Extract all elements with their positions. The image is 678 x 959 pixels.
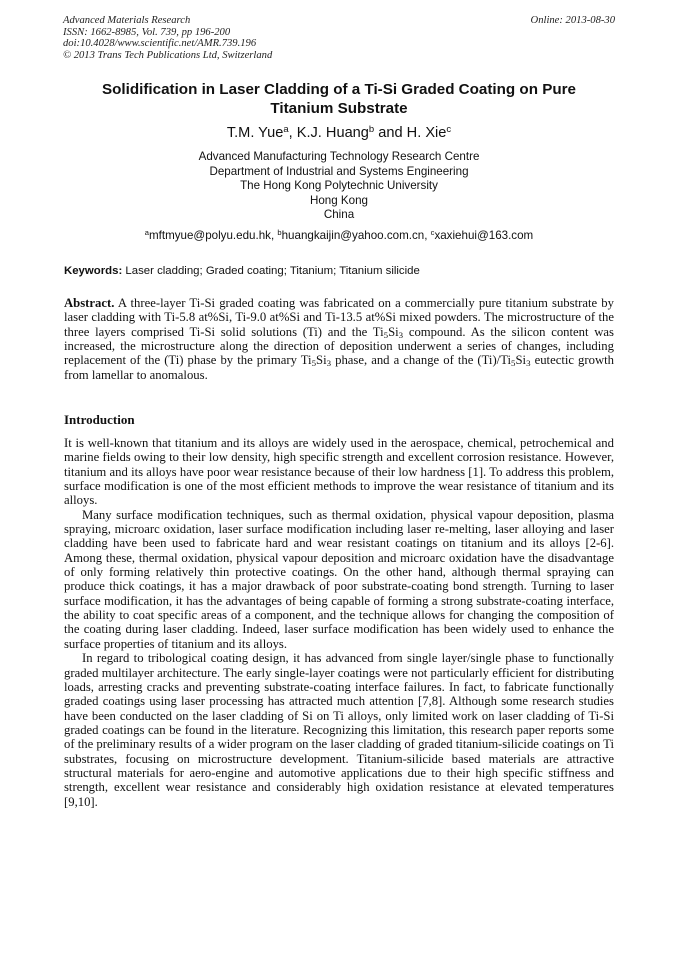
title-line-2: Titanium Substrate [270, 100, 408, 117]
abstract-text: compound. As the silicon content was increased, the microstructure along the direction of deposition underwent a series of changes, including replacement of the (Ti) phase by the primary [64, 324, 614, 368]
paper-title [64, 80, 614, 118]
author-mark: c [446, 123, 452, 135]
keywords [64, 264, 614, 278]
email-separator: , [270, 229, 278, 242]
author-emails [64, 229, 614, 243]
online-date: Online: 2013-08-30 [530, 15, 615, 26]
email-link[interactable]: huangkaijin@yahoo.com.cn [281, 229, 425, 242]
affiliation-line: Hong Kong [309, 193, 368, 207]
author-name: H. Xie [406, 125, 447, 141]
paragraph: Many surface modification techniques, such as thermal oxidation, physical vapour deposition, plasma spraying, microarc oxidation, laser surface modification including laser re-melting, laser alloying and laser cladding have been used to fabricate hard and wear resistant coatings on titanium and its alloys [2-6]. Among these, thermal oxidation, physical vapour deposition and microarc oxidation have the disadvantage of only forming relatively thin protective coatings. On the other hand, although thermal spraying can produce thick coatings, it has a major drawback of poor substrate-coating bond strength. Turning to laser surface modification, it has the advantages of being capable of forming a strong substrate-coating interface, the ability to coat specific areas of a component, and the technique allows for changing the composition of the coating during laser cladding. Indeed, laser surface modification has been widely used to enhance the surface properties of titanium and its alloys. [64, 507, 614, 651]
keywords-label: Keywords: [64, 265, 123, 277]
journal-header [63, 15, 272, 61]
author-list [64, 124, 614, 142]
affiliation-line: China [323, 208, 355, 222]
chemical-formula: $Ti_5Si_3$ [372, 324, 404, 340]
author-name: T.M. Yue [226, 125, 284, 141]
abstract-label: Abstract. [64, 296, 115, 310]
abstract-text: phase, and a change of the (Ti)/ [331, 353, 501, 368]
email-link[interactable]: xaxiehui@163.com [434, 229, 534, 242]
affiliation-line: Advanced Manufacturing Technology Research Centre [198, 150, 480, 163]
affiliation-line: The Hong Kong Polytechnic University [240, 179, 438, 193]
email-mark: a [144, 227, 149, 237]
section-heading-introduction: Introduction [64, 412, 135, 427]
paragraph: It is well-known that titanium and its alloys are widely used in the aerospace, chemical, petrochemical and marine fields owing to their low density, high specific strength and excellent corrosion resistance. However, titanium and its alloys have poor wear resistance because of their low hardness [1]. To address this problem, surface modification is one of the most efficient methods to improve the wear resistance of titanium and its alloys. [64, 436, 614, 508]
chemical-formula: $Ti_5Si_3$ [500, 353, 531, 369]
abstract-text: eutectic growth from lamellar to anomalous. [64, 353, 615, 382]
abstract [64, 296, 614, 382]
affiliation-line: Department of Industrial and Systems Engineering [209, 164, 469, 178]
email-separator: , [424, 229, 431, 242]
author-name: K.J. Huang [296, 125, 369, 141]
title-line-1: Solidification in Laser Cladding of a Ti-Si Graded Coating on Pure [102, 81, 576, 98]
introduction-body [64, 436, 614, 809]
chemical-formula: $Ti_5Si_3$ [300, 353, 332, 369]
author-mark: b [368, 123, 375, 135]
author-mark: a [283, 123, 289, 135]
email-link[interactable]: mftmyue@polyu.edu.hk [148, 229, 271, 242]
author-separator: and [374, 125, 407, 141]
email-mark: c [430, 227, 435, 237]
doi-line: doi:10.4028/www.scientific.net/AMR.739.196 [63, 38, 257, 50]
affiliation [64, 150, 614, 223]
journal-name: Advanced Materials Research [63, 15, 191, 26]
keywords-text: Laser cladding; Graded coating; Titanium; Titanium silicide [125, 265, 420, 277]
copyright-line: © 2013 Trans Tech Publications Ltd, Switzerland [63, 49, 273, 61]
author-separator: , [288, 125, 297, 141]
issn-line: ISSN: 1662-8985, Vol. 739, pp 196-200 [63, 26, 231, 38]
paragraph: In regard to tribological coating design, it has advanced from single layer/single phase to functionally graded multilayer architecture. The early single-layer coatings were not particularly efficient for distributing loads, arresting cracks and preventing substrate-coating interface failures. In fact, to fabricate functionally graded coatings using laser processing has attracted much attention [7,8]. Although some research studies have been conducted on the laser cladding of Si on Ti alloys, only limited work on laser cladding of Ti-Si graded coatings can be found in the literature. Recognizing this limitation, this research paper reports some of the preliminary results of a wider program on the laser cladding of graded titanium-silicide coatings on Ti substrates, focusing on microstructure development. Titanium-silicide based materials are attractive structural materials for aero-engine and automotive applications due to their high specific stiffness and strength, excellent wear resistance and considerably high oxidation resistance at elevated temperatures [9,10]. [64, 651, 615, 809]
email-mark: b [277, 227, 282, 237]
abstract-text: A three-layer Ti-Si graded coating was fabricated on a commercially pure titanium substrate by laser cladding with Ti-5.8 at%Si, Ti-9.0 at%Si and Ti-13.5 at%Si mixed powders. The microstructure of the three layers comprised Ti-Si solid solutions (Ti) and the [64, 296, 614, 339]
